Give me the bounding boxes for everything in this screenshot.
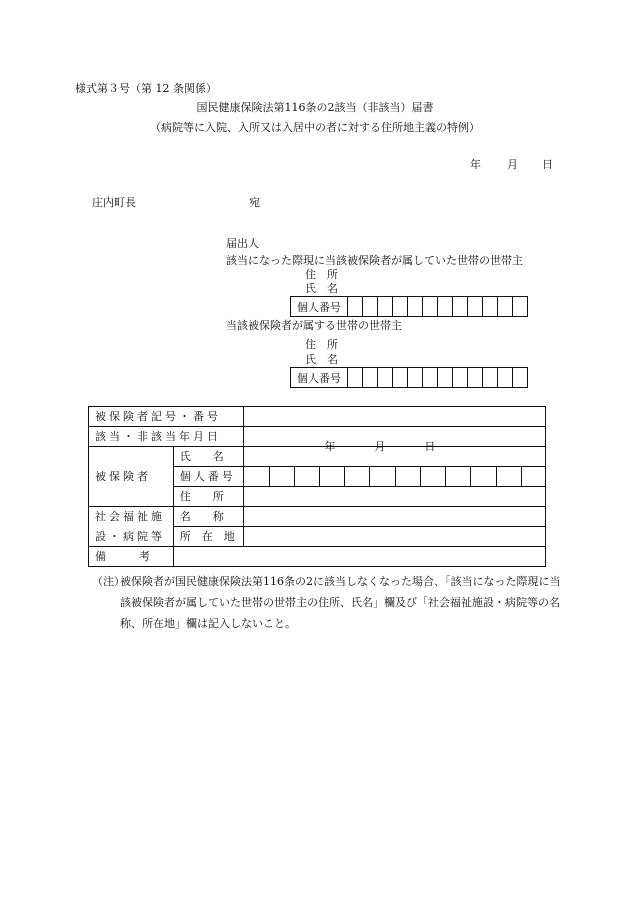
digit-box[interactable]	[393, 297, 408, 317]
facility-location-label: 所 在 地	[173, 527, 244, 547]
digit-box[interactable]	[294, 467, 319, 487]
current-personal-number-grid	[290, 367, 528, 388]
addressee-name: 庄内町長	[92, 196, 136, 209]
digit-box[interactable]	[468, 297, 483, 317]
digit-box[interactable]	[446, 467, 471, 487]
digit-box[interactable]	[363, 368, 378, 388]
digit-box[interactable]	[498, 297, 513, 317]
current-householder-heading: 当該被保険者が属する世帯の世帯主	[226, 319, 402, 332]
insured-symbol-label: 被保険者記号・番号	[89, 407, 244, 427]
insured-symbol-field[interactable]	[244, 407, 546, 427]
facility-label-line1: 社会福祉施	[89, 507, 174, 527]
digit-box[interactable]	[423, 297, 438, 317]
digit-box[interactable]	[378, 368, 393, 388]
date-day-label: 日	[542, 158, 553, 171]
digit-box[interactable]	[408, 297, 423, 317]
digit-box[interactable]	[408, 368, 423, 388]
applicant-heading: 届出人	[226, 237, 259, 250]
digit-box[interactable]	[453, 368, 468, 388]
digit-box[interactable]	[521, 467, 545, 487]
date-month-label: 月	[507, 158, 518, 171]
form-subtitle: （病院等に入院、入所又は入居中の者に対する住所地主義の特例）	[150, 121, 480, 134]
digit-box[interactable]	[483, 297, 498, 317]
remarks-label: 備 考	[89, 547, 174, 567]
digit-box[interactable]	[269, 467, 294, 487]
digit-box[interactable]	[423, 368, 438, 388]
digit-box[interactable]	[496, 467, 521, 487]
digit-box[interactable]	[471, 467, 496, 487]
insured-info-table	[88, 406, 546, 567]
date-row-year: 年	[324, 439, 336, 453]
date-year-label: 年	[470, 158, 481, 171]
prev-householder-heading: 該当になった際現に当該被保険者が属していた世帯の世帯主	[226, 254, 523, 267]
digit-box[interactable]	[420, 467, 445, 487]
addressee-suffix: 宛	[249, 196, 260, 209]
insured-address-label: 住 所	[173, 487, 244, 507]
digit-box[interactable]	[244, 467, 269, 487]
digit-box[interactable]	[453, 297, 468, 317]
digit-box[interactable]	[345, 467, 370, 487]
prev-personal-number-grid	[290, 296, 528, 317]
prev-personal-number-label: 個人番号	[291, 297, 348, 317]
digit-box[interactable]	[395, 467, 420, 487]
current-address-label: 住 所	[305, 338, 338, 351]
footnote	[92, 571, 562, 634]
digit-box[interactable]	[468, 368, 483, 388]
insured-personal-number-label: 個人番号	[173, 467, 244, 487]
form-number: 様式第３号（第 12 条関係）	[75, 82, 217, 95]
prev-address-label: 住 所	[305, 268, 338, 281]
date-row-field[interactable]	[244, 427, 546, 453]
footnote-mark: （注）	[92, 575, 125, 588]
digit-box[interactable]	[498, 368, 513, 388]
date-row-label: 該当・非該当年月日	[89, 427, 244, 447]
facility-name-label: 名 称	[173, 507, 244, 527]
digit-box[interactable]	[438, 297, 453, 317]
digit-box[interactable]	[393, 368, 408, 388]
digit-box[interactable]	[320, 467, 345, 487]
insured-address-field[interactable]	[244, 487, 546, 507]
facility-location-field[interactable]	[244, 527, 546, 547]
digit-box[interactable]	[378, 297, 393, 317]
footnote-text: 被保険者が国民健康保険法第116条の2に該当しなくなった場合、「該当になった際現に当該被保険者が属していた世帯の世帯主の住所、氏名」欄及び「社会福祉施設・病院等の名称、所在地」欄は記入しないこと。	[120, 575, 561, 630]
digit-box[interactable]	[348, 297, 363, 317]
form-title: 国民健康保険法第116条の2該当（非該当）届書	[196, 101, 434, 114]
prev-name-label: 氏 名	[305, 282, 338, 295]
insured-name-field[interactable]	[244, 447, 546, 467]
digit-box[interactable]	[363, 297, 378, 317]
digit-box[interactable]	[438, 368, 453, 388]
current-name-label: 氏 名	[305, 353, 338, 366]
insured-name-label: 氏 名	[173, 447, 244, 467]
digit-box[interactable]	[483, 368, 498, 388]
current-personal-number-label: 個人番号	[291, 368, 348, 388]
insured-section-label: 被保険者	[89, 447, 174, 507]
facility-name-field[interactable]	[244, 507, 546, 527]
date-row-day: 日	[424, 439, 436, 453]
digit-box[interactable]	[513, 297, 528, 317]
facility-label-line2: 設・病院等	[89, 527, 174, 547]
digit-box[interactable]	[513, 368, 528, 388]
digit-box[interactable]	[348, 368, 363, 388]
remarks-field[interactable]	[173, 547, 545, 567]
date-row-month: 月	[374, 439, 386, 453]
digit-box[interactable]	[370, 467, 395, 487]
